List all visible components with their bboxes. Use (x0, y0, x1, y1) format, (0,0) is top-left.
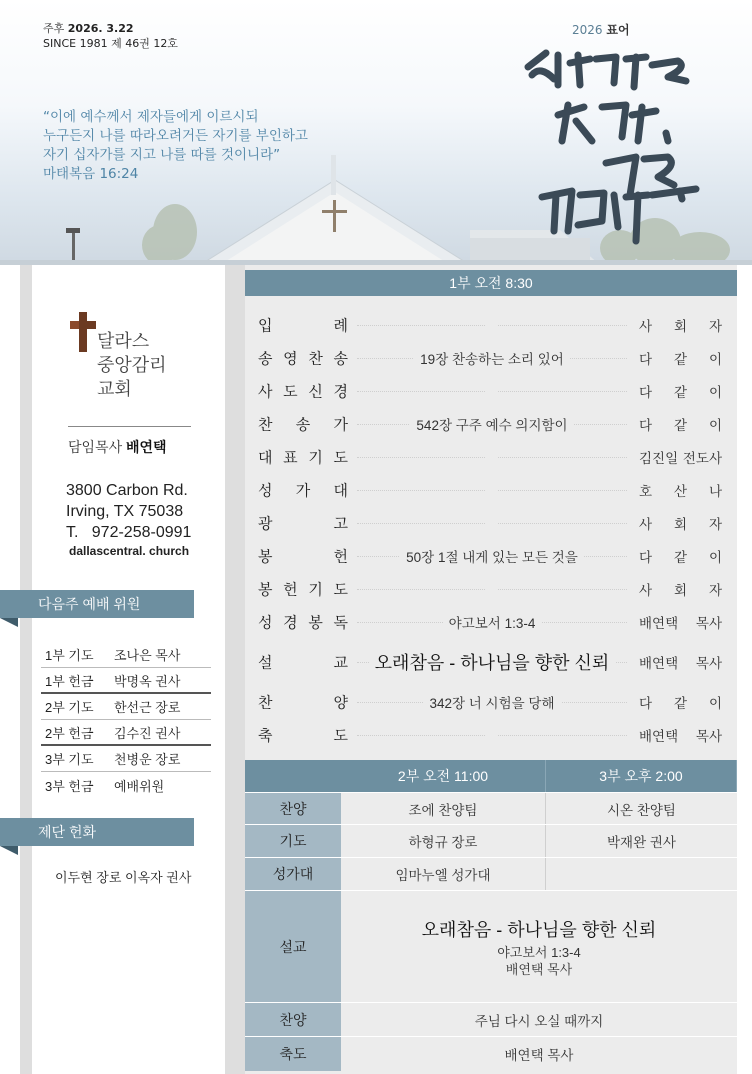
order-item-leader: 호 산 나 (639, 483, 722, 499)
service3-heading: 3부 오후 2:00 (546, 760, 737, 792)
phone-line: T. 972-258-0991 (66, 524, 192, 541)
next-week-heading: 다음주 예배 위원 (0, 590, 194, 618)
order-item-title: 성 가 대 (258, 482, 348, 499)
order-item-leader: 사 회 자 (639, 516, 722, 532)
order-item-content-text: 야고보서 1:3-4 (443, 616, 542, 631)
church-name-line: 중앙감리 (97, 355, 167, 375)
order-item-leader: 배연택 목사 (639, 615, 722, 631)
order-item-content (357, 482, 627, 497)
sermon-title: 오래참음 - 하나님을 향한 신뢰 (421, 919, 657, 940)
order-item-leader: 다 같 이 (639, 417, 722, 433)
order-item-content (357, 515, 627, 530)
center-divider-stripe (225, 265, 245, 1074)
order-item-content (357, 383, 627, 398)
order-item-content (357, 317, 627, 332)
table-row (245, 858, 737, 891)
verse-reference: 마태복음 16:24 (43, 166, 139, 182)
order-item (245, 374, 737, 407)
service2-praise: 조에 찬양팀 (341, 793, 546, 824)
order-item-title: 송 영 찬 송 (258, 350, 348, 367)
order-item (245, 685, 737, 718)
role-row (41, 772, 211, 798)
role-label: 1부 기도 (45, 648, 94, 663)
order-item-content-text (486, 383, 498, 398)
table-row (245, 1003, 737, 1037)
order-item-leader: 배연택 목사 (639, 655, 722, 671)
row-label: 설교 (245, 891, 341, 1002)
table-row (245, 793, 737, 825)
role-row (41, 746, 211, 772)
closing-song: 주님 다시 오실 때까지 (474, 1013, 604, 1029)
role-person: 조나은 목사 (114, 648, 181, 663)
verse-line: 누구든지 나를 따라오려거든 자기를 부인하고 (43, 128, 308, 144)
header-blank-cell (245, 760, 341, 792)
service2-choir: 임마누엘 성가대 (341, 858, 546, 890)
order-item-leader: 김진일 전도사 (639, 450, 722, 466)
role-label: 1부 헌금 (45, 673, 94, 689)
order-item-title: 광 고 (258, 515, 348, 532)
order-item-leader: 다 같 이 (639, 351, 722, 367)
role-label: 3부 헌금 (45, 778, 94, 794)
role-person: 예배위원 (114, 778, 165, 794)
row-label: 축도 (245, 1037, 341, 1071)
order-item-title: 축 도 (258, 727, 348, 744)
benediction: 배연택 목사 (504, 1048, 574, 1063)
church-name-line: 교회 (97, 379, 132, 399)
church-logo-icon (70, 312, 96, 352)
role-label: 2부 기도 (45, 700, 94, 715)
role-row (41, 694, 211, 720)
order-item-title: 봉 헌 기 도 (258, 581, 348, 598)
role-person: 김수진 권사 (114, 725, 181, 741)
order-item-leader: 다 같 이 (639, 384, 722, 400)
left-margin-stripe (20, 265, 32, 1074)
row-label: 찬양 (245, 1003, 341, 1036)
senior-pastor (68, 437, 167, 457)
role-row (41, 720, 211, 746)
order-item (245, 605, 737, 638)
order-item-content (357, 581, 627, 596)
order-item-title: 찬 송 가 (258, 416, 348, 433)
order-item (245, 638, 737, 685)
role-row (41, 642, 211, 668)
next-week-roles (41, 642, 211, 798)
order-item-title: 성 경 봉 독 (258, 614, 348, 631)
order-item-leader: 다 같 이 (639, 549, 722, 565)
order-item (245, 539, 737, 572)
issue-date: 2026. 3.22 (67, 22, 134, 35)
order-item-content (357, 414, 627, 434)
order-item-content (357, 727, 627, 742)
divider (68, 426, 191, 427)
table-row (245, 891, 737, 1003)
role-person: 한선근 장로 (114, 700, 181, 715)
altar-flowers-heading: 제단 헌화 (0, 818, 194, 846)
order-item (245, 718, 737, 751)
order-item-leader: 배연택 목사 (639, 728, 722, 744)
order-item-title: 입 례 (258, 317, 348, 334)
order-item-content-text (486, 449, 498, 464)
service3-praise: 시온 찬양팀 (607, 802, 676, 818)
row-label: 기도 (245, 825, 341, 857)
issue-info (43, 21, 178, 51)
address-line: Irving, TX 75038 (66, 503, 184, 520)
table-header-row (245, 760, 737, 793)
order-item-content (357, 348, 627, 368)
order-item-content-text (486, 317, 498, 332)
order-item-leader: 사 회 자 (639, 582, 722, 598)
service3-choir (546, 858, 737, 890)
address-line: 3800 Carbon Rd. (66, 482, 188, 499)
theme-year-number: 2026 (572, 23, 603, 37)
service2-prayer: 하형규 장로 (341, 825, 546, 857)
order-item-title: 설 교 (258, 654, 348, 671)
order-item-title: 대 표 기 도 (258, 449, 348, 466)
order-item (245, 341, 737, 374)
order-item-content (357, 449, 627, 464)
order-item-content-text (486, 581, 498, 596)
order-item-title: 사 도 신 경 (258, 383, 348, 400)
sermon-preacher: 배연택 목사 (505, 961, 573, 977)
order-item (245, 572, 737, 605)
order-item-title: 봉 헌 (258, 548, 348, 565)
theme-label: 표어 (606, 23, 630, 37)
church-address (66, 480, 191, 543)
order-item (245, 440, 737, 473)
order-item-content (357, 546, 627, 566)
order-item-content-text (486, 482, 498, 497)
order-item-content-text (486, 515, 498, 530)
order-item-leader: 다 같 이 (639, 695, 722, 711)
verse-line: 자기 십자가를 지고 나를 따를 것이니라” (43, 147, 281, 163)
order-item (245, 473, 737, 506)
role-person: 천병운 장로 (114, 752, 181, 767)
order-item-leader: 사 회 자 (639, 318, 722, 334)
theme-year (572, 21, 630, 38)
website: dallascentral. church (69, 544, 190, 558)
table-row (245, 1037, 737, 1071)
motto-calligraphy (518, 45, 708, 250)
sermon-cell (341, 891, 737, 1002)
order-item-content (357, 649, 627, 675)
services-2-3-table (245, 760, 737, 1071)
role-label: 3부 기도 (45, 752, 94, 767)
table-row (245, 825, 737, 858)
order-item (245, 506, 737, 539)
service1-order (245, 308, 737, 751)
altar-flowers-names: 이두현 장로 이옥자 권사 (55, 870, 192, 885)
order-item-content-text: 19장 찬송하는 소리 있어 (414, 352, 570, 367)
role-row (41, 668, 211, 694)
since-line: SINCE 1981 제 46권 12호 (43, 37, 178, 50)
order-item-content-text: 50장 1절 내게 있는 모든 것을 (400, 550, 584, 565)
order-item-content-text (486, 727, 498, 742)
role-person: 박명옥 권사 (114, 673, 181, 689)
order-item-content (357, 612, 627, 632)
order-item (245, 407, 737, 440)
order-item (245, 308, 737, 341)
order-item-title: 찬 양 (258, 694, 348, 711)
church-name-line: 달라스 (97, 331, 150, 351)
bulletin-header (0, 0, 752, 265)
row-label: 찬양 (245, 793, 341, 824)
service1-heading: 1부 오전 8:30 (245, 270, 737, 296)
scripture-verse (43, 108, 308, 184)
church-name (97, 329, 167, 401)
order-item-content-text: 오래참음 - 하나님을 향한 신뢰 (369, 653, 616, 673)
order-item-content (357, 692, 627, 712)
order-item-content-text: 342장 너 시험을 당해 (423, 696, 560, 711)
row-label: 성가대 (245, 858, 341, 890)
service3-prayer: 박재완 권사 (607, 835, 676, 850)
role-label: 2부 헌금 (45, 725, 94, 741)
pastor-title: 담임목사 (68, 439, 123, 455)
sermon-scripture: 야고보서 1:3-4 (497, 944, 581, 960)
service2-heading: 2부 오전 11:00 (341, 760, 546, 792)
verse-line: “이에 예수께서 제자들에게 이르시되 (43, 109, 259, 125)
order-item-content-text: 542장 구주 예수 의지함이 (410, 418, 573, 433)
pastor-name: 배연택 (126, 439, 167, 455)
date-prefix: 주후 (43, 22, 65, 35)
